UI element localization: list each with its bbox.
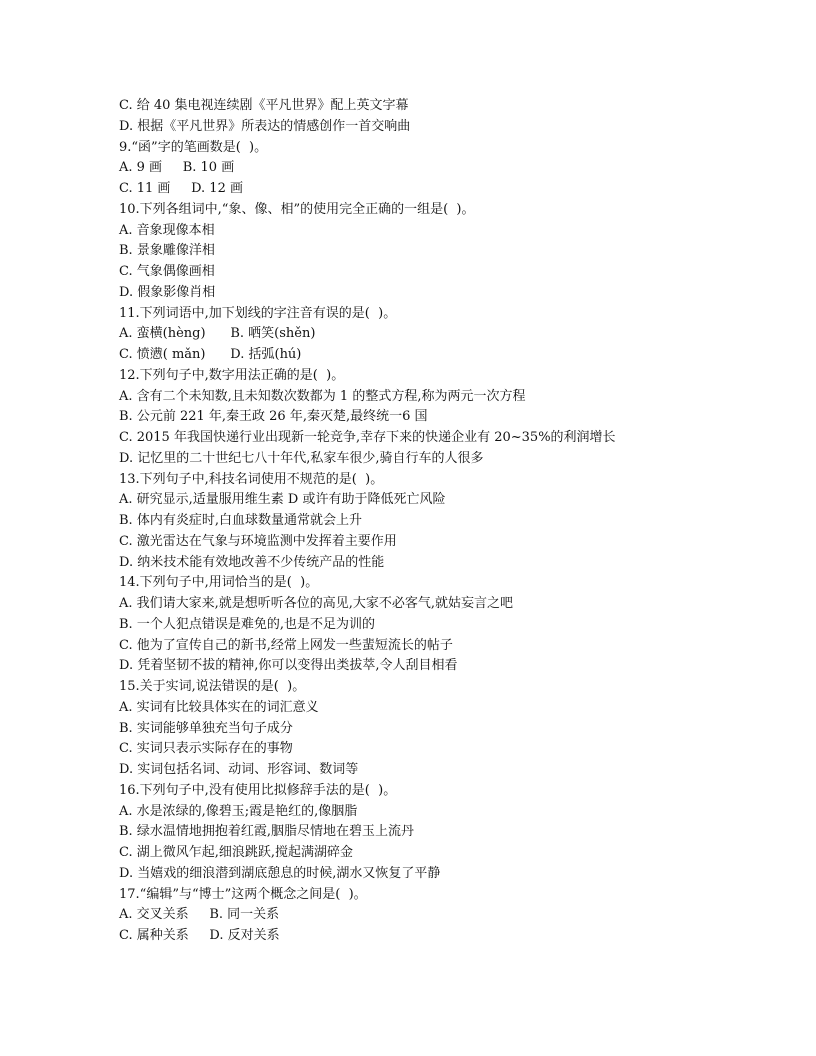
- option-line: D. 当嬉戏的细浪潜到湖底憩息的时候,湖水又恢复了平静: [119, 865, 441, 881]
- option-line: C. 实词只表示实际存在的事物: [119, 741, 293, 757]
- option-line: C. 激光雷达在气象与环境监测中发挥着主要作用: [119, 533, 397, 549]
- option-line: A. 含有二个未知数,且未知数次数都为 1 的整式方程,称为两元一次方程: [119, 388, 526, 404]
- question-line: 15.关于实词,说法错误的是( )。: [119, 679, 306, 694]
- option-line: B. 景象雕像洋相: [119, 243, 215, 259]
- question-line: 13.下列句子中,科技名词使用不规范的是( )。: [119, 471, 384, 487]
- option-line: C. 湖上微风乍起,细浪跳跃,搅起满湖碎金: [119, 845, 354, 860]
- option-line: D. 假象影像肖相: [119, 284, 216, 300]
- option-line: B. 体内有炎症时,白血球数量通常就会上升: [119, 513, 362, 528]
- option-line: A. 水是浓绿的,像碧玉;霞是艳红的,像胭脂: [119, 803, 358, 819]
- option-line: C. 气象偶像画相: [119, 264, 215, 279]
- question-line: 14.下列句子中,用词恰当的是( )。: [119, 575, 319, 591]
- option-line: A. 9 画 B. 10 画: [119, 160, 235, 176]
- option-line: D. 实词包括名词、动词、形容词、数词等: [119, 762, 359, 777]
- option-line: D. 根据《平凡世界》所表达的情感创作一首交响曲: [119, 118, 411, 134]
- option-line: B. 一个人犯点错误是难免的,也是不足为训的: [119, 616, 375, 632]
- question-line: 11.下列词语中,加下划线的字注音有误的是( )。: [119, 305, 397, 321]
- option-line: C. 他为了宣传自己的新书,经常上网发一些蜚短流长的帖子: [119, 637, 453, 653]
- option-line: C. 11 画 D. 12 画: [119, 181, 243, 196]
- option-line: C. 2015 年我国快递行业出现新一轮竞争,幸存下来的快递企业有 20~35%的利润增长: [119, 430, 616, 445]
- option-line: C. 属种关系 D. 反对关系: [119, 928, 280, 943]
- option-line: B. 实词能够单独充当句子成分: [119, 720, 293, 736]
- option-line: D. 纳米技术能有效地改善不少传统产品的性能: [119, 554, 385, 570]
- question-line: 16.下列句子中,没有使用比拟修辞手法的是( )。: [119, 782, 397, 798]
- option-line: C. 愤懑( mǎn) D. 括弧(hú): [119, 347, 302, 362]
- option-line: A. 研究显示,适量服用维生素 D 或许有助于降低死亡风险: [119, 492, 446, 508]
- question-line: 9.“函”字的笔画数是( )。: [119, 139, 268, 155]
- document-page: [119, 96, 719, 947]
- question-line: 12.下列句子中,数字用法正确的是( )。: [119, 367, 345, 383]
- option-line: A. 音象现像本相: [119, 222, 215, 238]
- option-line: C. 给 40 集电视连续剧《平凡世界》配上英文字幕: [119, 98, 409, 113]
- option-line: A. 交叉关系 B. 同一关系: [119, 907, 280, 923]
- option-line: A. 蛮横(hèng) B. 哂笑(shěn): [119, 326, 316, 342]
- option-line: A. 实词有比较具体实在的词汇意义: [119, 699, 319, 715]
- option-line: B. 公元前 221 年,秦王政 26 年,秦灭楚,最终统一6 国: [119, 409, 428, 425]
- option-line: B. 绿水温情地拥抱着红霞,胭脂尽情地在碧玉上流丹: [119, 824, 414, 840]
- question-line: 10.下列各组词中,“象、像、相”的使用完全正确的一组是( )。: [119, 201, 475, 217]
- option-line: D. 凭着坚韧不拔的精神,你可以变得出类拔萃,令人刮目相看: [119, 658, 458, 674]
- question-line: 17.“编辑”与“博士”这两个概念之间是( )。: [119, 886, 367, 902]
- option-line: A. 我们请大家来,就是想听听各位的高见,大家不必客气,就姑妄言之吧: [119, 596, 514, 611]
- option-line: D. 记忆里的二十世纪七八十年代,私家车很少,骑自行车的人很多: [119, 450, 484, 466]
